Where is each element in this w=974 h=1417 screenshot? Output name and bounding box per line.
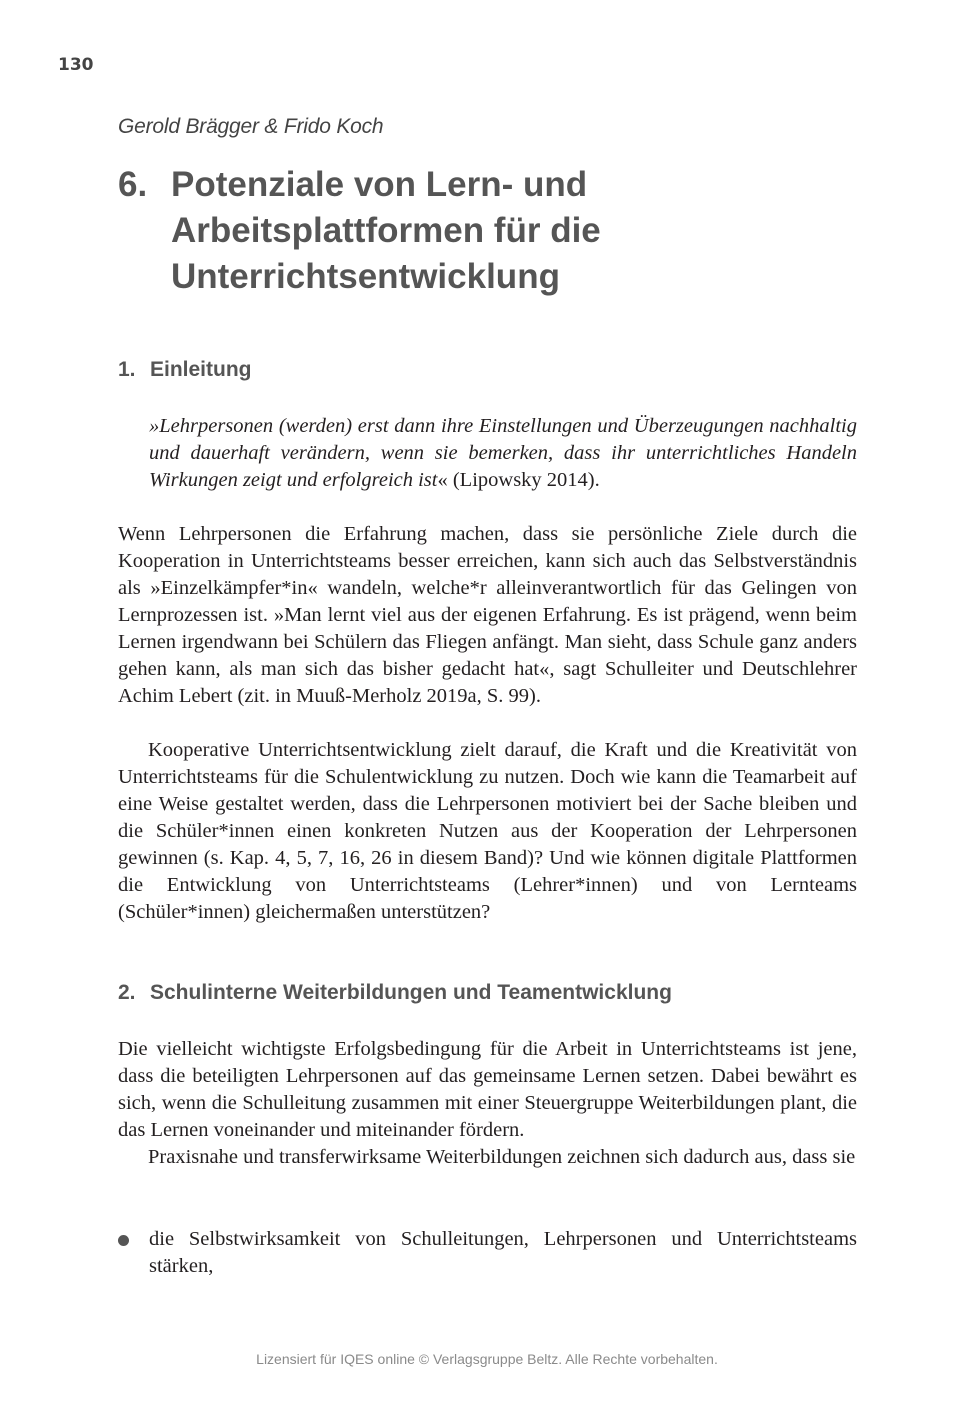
license-footer: Lizensiert für IQES online © Verlagsgruppe Beltz. Alle Rechte vorbehalten.: [256, 1351, 718, 1367]
epigraph-quote: [149, 413, 857, 494]
paragraph: Wenn Lehrpersonen die Erfahrung machen, dass sie persönliche Ziele durch die Kooperation in Unterrichtsteams besser erreichen, kann sich auch das Selbstverständnis als »Einzelkämpfer*in« wandeln, welche*r alleinverantwortlich für das Gelingen von Lernprozessen ist. »Man lernt viel aus der eigenen Erfahrung. Es ist prägend, wenn beim Lernen irgendwann bei Schülern das Fliegen anfängt. Man sieht, dass Schule ganz anders gehen kann, als man sich das bisher gedacht hat«, sagt Schulleiter und Deutschlehrer Achim Lebert (zit. in Muuß-Merholz 2019a, S. 99).: [118, 523, 857, 707]
paragraph: Praxisnahe und transferwirksame Weiterbildungen zeichnen sich dadurch aus, dass sie: [148, 1146, 856, 1168]
quote-source: « (Lipowsky 2014).: [437, 469, 600, 491]
paragraph: Die vielleicht wichtigste Erfolgsbedingung für die Arbeit in Unterrichtsteams ist jene, dass die beteiligten Lehrpersonen auf das gemeinsame Lernen setzen. Dabei bewährt es sich, wenn die Schulleitung zusammen mit einer Steuergruppe Weiterbildungen plant, die das Lernen voneinander und miteinander fördern.: [118, 1038, 857, 1141]
section-title: Einleitung: [150, 358, 252, 381]
list-item-text: die Selbstwirksamkeit von Schulleitungen, Lehrpersonen und Unterrichtsteams stärken,: [149, 1228, 857, 1277]
chapter-title-text: Potenziale von Lern- und Arbeitsplattformen für die Unterrichtsentwicklung: [171, 165, 601, 296]
section-heading-einleitung: [118, 358, 252, 382]
quote-text: »Lehrpersonen (werden) erst dann ihre Einstellungen und Überzeugungen nachhaltig und dauerhaft verändern, wenn sie bemerken, dass ihr unterrichtliches Handeln Wirkungen zeigt und erfolgreich ist: [149, 415, 857, 491]
section-heading-weiterbildungen: [118, 981, 672, 1005]
chapter-authors: Gerold Brägger & Frido Koch: [118, 115, 384, 138]
paragraph: Kooperative Unterrichtsentwicklung zielt darauf, die Kraft und die Kreativität von Unterrichtsteams für die Schulentwicklung zu nutzen. Doch wie kann die Teamarbeit auf eine Weise gestaltet werden, dass die Lehrpersonen motiviert bei der Sache bleiben und die Schüler*innen einen konkreten Nutzen aus der Kooperation der Lehrpersonen gewinnen (s. Kap. 4, 5, 7, 16, 26 in diesem Band)? Und wie können digitale Plattformen die Entwicklung von Unterrichtsteams (Lehrer*innen) und von Lernteams (Schüler*innen) gleichermaßen unterstützen?: [118, 739, 857, 923]
section-title: Schulinterne Weiterbildungen und Teamentwicklung: [150, 981, 672, 1004]
list-item: [118, 1226, 857, 1280]
page-number: 130: [58, 55, 94, 75]
chapter-number: 6.: [118, 165, 148, 204]
chapter-title: [118, 162, 878, 300]
section-number: 2.: [118, 981, 136, 1004]
section-number: 1.: [118, 358, 136, 381]
bullet-icon: [118, 1226, 149, 1280]
